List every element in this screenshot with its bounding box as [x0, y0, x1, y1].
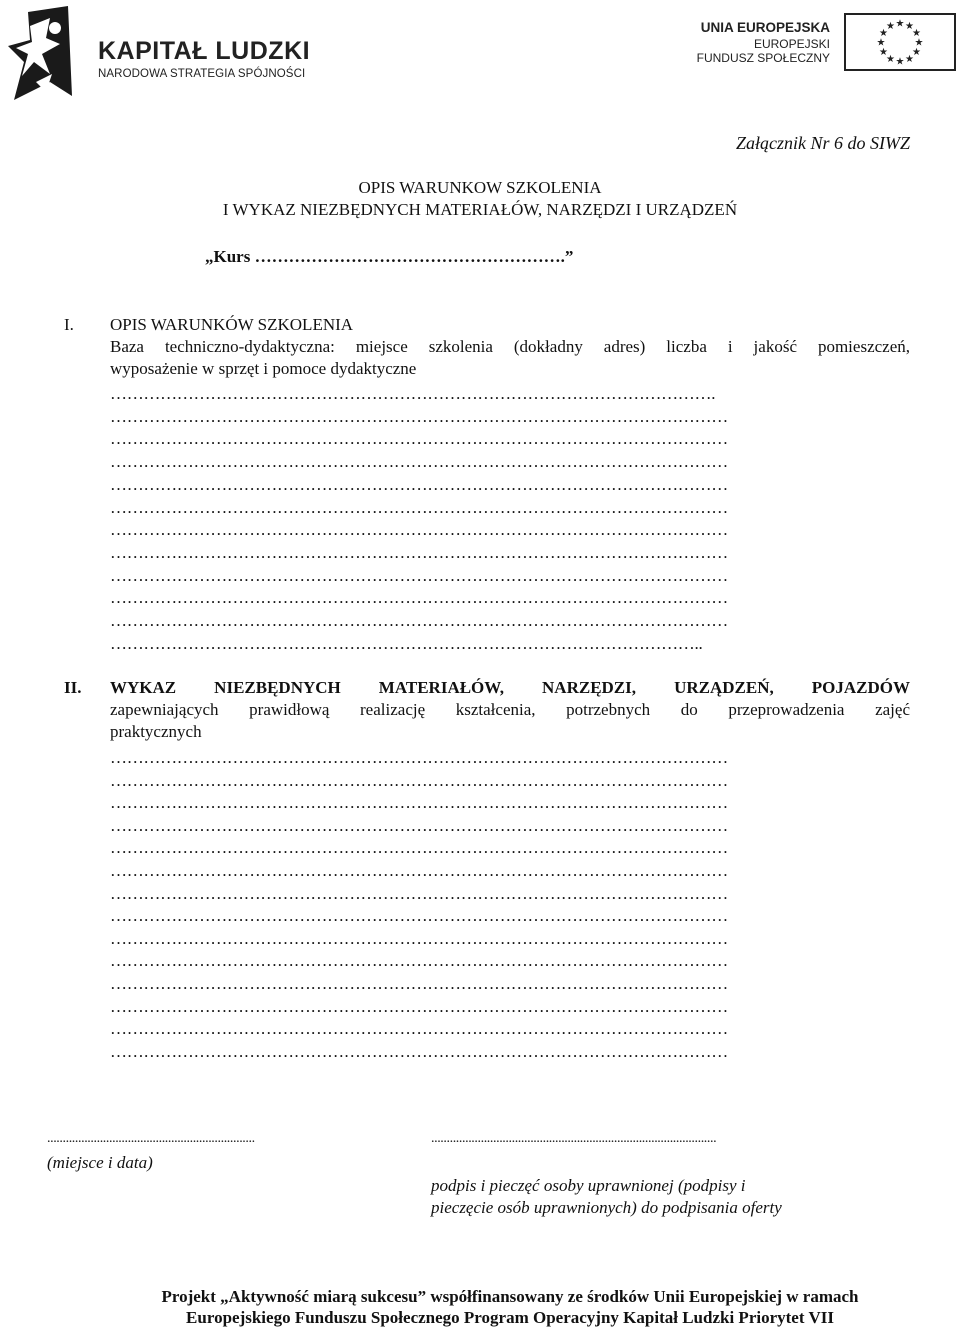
svg-text:★: ★: [911, 28, 921, 39]
svg-text:★: ★: [914, 37, 924, 49]
course-name-line: „Kurs ……………………………………………….”: [205, 247, 574, 266]
blank-line: …………………………………………………………………………………………………: [110, 838, 728, 858]
blank-line: …………………………………………………………………………………………………: [110, 928, 728, 948]
signature-label-line1: podpis i pieczęć osoby uprawnionej (podpisy i: [431, 1176, 746, 1195]
svg-text:★: ★: [905, 53, 914, 65]
svg-text:★: ★: [886, 21, 895, 33]
blank-line: …………………………………………………………………………………………………: [110, 996, 728, 1016]
svg-text:★: ★: [886, 53, 895, 65]
section1-text-line1: Baza techniczno-dydaktyczna: miejsce szkolenia (dokładny adres) liczba i jakość pomieszczeń,: [110, 337, 910, 356]
footer-line2: Europejskiego Funduszu Społecznego Program Operacyjny Kapitał Ludzki Priorytet VII: [186, 1308, 834, 1327]
blank-line: ……………………………………………………………………………………………….: [110, 384, 716, 403]
signature-dots: ............................................................................................: [431, 1131, 717, 1146]
kapital-ludzki-logo: [6, 4, 326, 102]
blank-line: …………………………………………………………………………………………………: [110, 452, 728, 472]
kapital-ludzki-logo-subtitle: NARODOWA STRATEGIA SPÓJNOŚCI: [98, 68, 306, 80]
blank-line: …………………………………………………………………………………………………: [110, 770, 728, 790]
section1-heading: OPIS WARUNKÓW SZKOLENIA: [110, 315, 354, 334]
kapital-ludzki-emblem-icon: [6, 4, 78, 102]
blank-line: …………………………………………………………………………………………………: [110, 861, 728, 880]
place-date-dots: ...................................................................: [47, 1131, 255, 1146]
eu-flag-icon: [844, 13, 956, 71]
svg-text:★: ★: [876, 37, 886, 49]
blank-line: …………………………………………………………………………………………………: [110, 1019, 728, 1039]
svg-text:★: ★: [879, 28, 889, 39]
attachment-label: Załącznik Nr 6 do SIWZ: [735, 133, 910, 153]
section2-heading: WYKAZ NIEZBĘDNYCH MATERIAŁÓW, NARZĘDZI, URZĄDZEŃ, POJAZDÓW: [110, 678, 910, 697]
eu-logo-line2: EUROPEJSKI: [753, 37, 830, 51]
blank-line: …………………………………………………………………………………………………: [110, 815, 728, 835]
svg-text:★: ★: [905, 21, 914, 33]
blank-line: …………………………………………………………………………………………………: [110, 406, 728, 426]
kapital-ludzki-logo-title: KAPITAŁ LUDZKI: [98, 37, 311, 65]
section2-text-line2: praktycznych: [110, 722, 202, 741]
blank-line: …………………………………………………………………………………………………: [110, 1041, 728, 1061]
blank-line: …………………………………………………………………………………………………: [110, 793, 728, 813]
blank-line: …………………………………………………………………………………………………: [110, 883, 728, 903]
blank-line: …………………………………………………………………………………………………: [110, 906, 728, 926]
footer-line1: Projekt „Aktywność miarą sukcesu” współfinansowany ze środków Unii Europejskiej w ramach: [161, 1287, 859, 1306]
place-date-label: (miejsce i data): [47, 1153, 153, 1172]
blank-line: …………………………………………………………………………………………………: [110, 542, 728, 562]
blank-line: …………………………………………………………………………………………………: [110, 474, 728, 494]
section2-number: II.: [64, 678, 82, 697]
eu-logo-line1: UNIA EUROPEJSKA: [700, 20, 830, 35]
svg-text:★: ★: [879, 47, 889, 58]
eu-logo: [676, 12, 958, 74]
section1-text-line2: wyposażenie w sprzęt i pomoce dydaktyczne: [110, 359, 417, 378]
document-title-line1: OPIS WARUNKOW SZKOLENIA: [358, 178, 602, 197]
blank-line: …………………………………………………………………………………………………: [110, 497, 728, 517]
blank-line: …………………………………………………………………………………………………: [110, 588, 728, 608]
blank-line: …………………………………………………………………………………………………: [110, 520, 728, 540]
blank-line: …………………………………………………………………………………………………: [110, 951, 728, 971]
blank-line: ……………………………………………………………………………………………..: [110, 633, 703, 653]
blank-line: …………………………………………………………………………………………………: [110, 748, 728, 767]
section2-text-line1: zapewniających prawidłową realizację kształcenia, potrzebnych do przeprowadzenia zajęć: [110, 700, 910, 719]
section1-number: I.: [64, 315, 74, 334]
blank-line: …………………………………………………………………………………………………: [110, 611, 728, 630]
blank-line: …………………………………………………………………………………………………: [110, 565, 728, 585]
svg-text:★: ★: [895, 18, 905, 30]
blank-line: …………………………………………………………………………………………………: [110, 429, 728, 449]
document-title-line2: I WYKAZ NIEZBĘDNYCH MATERIAŁÓW, NARZĘDZI I URZĄDZEŃ: [222, 200, 738, 219]
eu-logo-line3: FUNDUSZ SPOŁECZNY: [696, 51, 830, 65]
blank-line: …………………………………………………………………………………………………: [110, 974, 728, 993]
signature-label-line2: pieczęcie osób uprawnionych) do podpisania oferty: [431, 1198, 782, 1217]
svg-text:★: ★: [895, 56, 905, 68]
svg-text:★: ★: [911, 47, 921, 58]
